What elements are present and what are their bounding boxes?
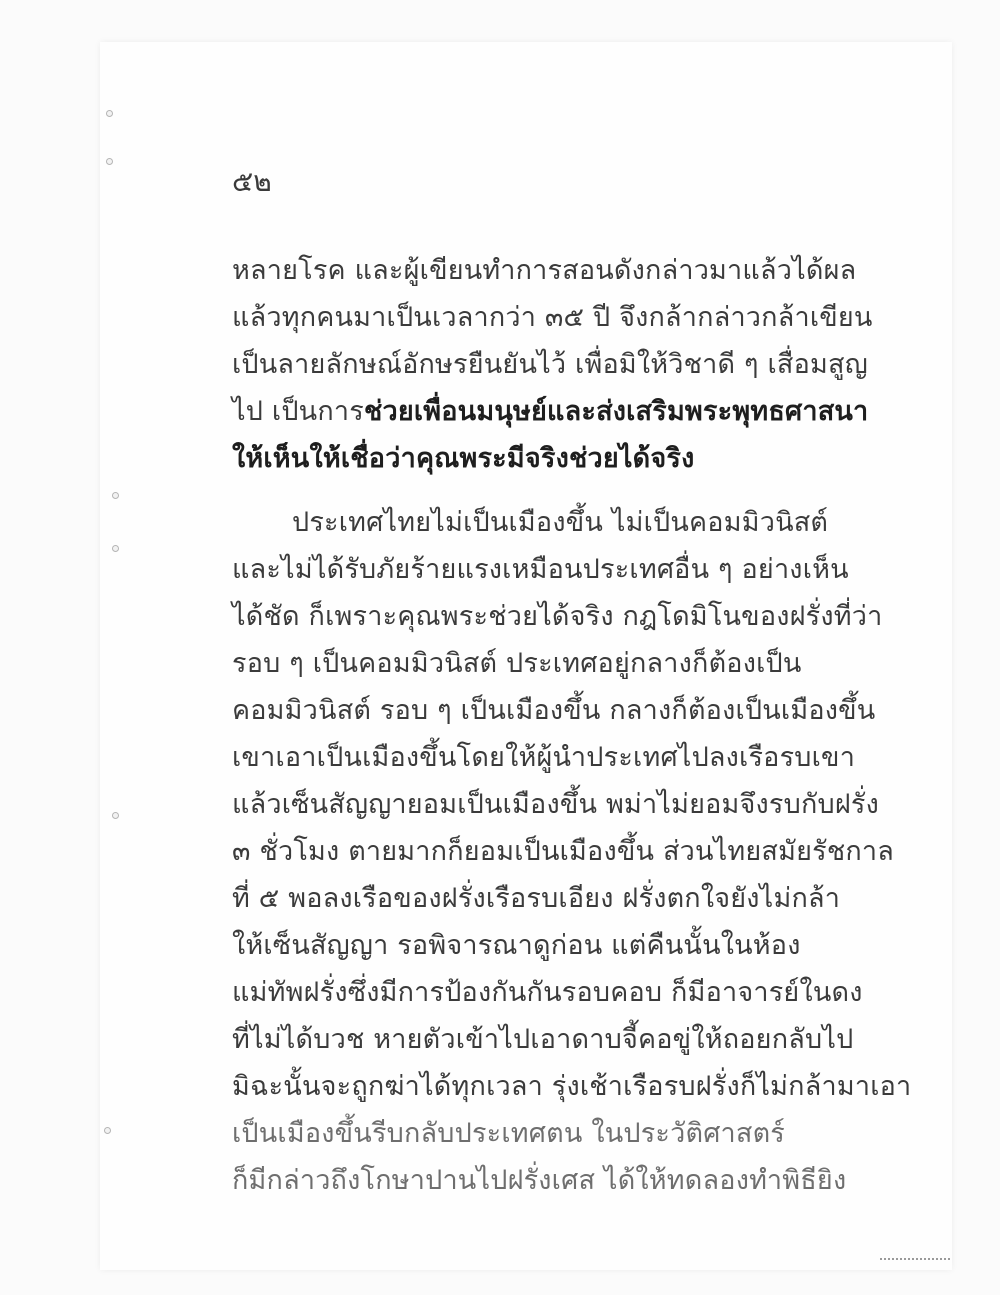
bold-text: ช่วยเพื่อนมนุษย์และส่งเสริมพระพุทธศาสนา: [363, 396, 869, 427]
text-line: ๓ ชั่วโมง ตายมากก็ยอมเป็นเมืองขึ้น ส่วนไทยสมัยรัชกาล: [232, 836, 895, 867]
text-line-plain-part: ไป เป็นการ: [232, 396, 364, 427]
margin-speck: [112, 545, 119, 552]
text-line: เขาเอาเป็นเมืองขึ้นโดยให้ผู้นำประเทศไปลงเรือรบเขา: [232, 742, 856, 773]
text-line: แม่ทัพฝรั่งซึ่งมีการป้องกันกันรอบคอบ ก็มีอาจารย์ในดง: [232, 977, 863, 1008]
text-line: ให้เซ็นสัญญา รอพิจารณาดูก่อน แต่คืนนั้นในห้อง: [232, 930, 801, 961]
scan-smudge: [880, 1258, 950, 1266]
page-number: ๕๒: [232, 165, 272, 198]
text-line: หลายโรค และผู้เขียนทำการสอนดังกล่าวมาแล้วได้ผล: [232, 255, 857, 286]
text-line: มิฉะนั้นจะถูกฆ่าได้ทุกเวลา รุ่งเช้าเรือรบฝรั่งก็ไม่กล้ามาเอา: [232, 1071, 912, 1102]
text-line: เป็นลายลักษณ์อักษรยืนยันไว้ เพื่อมิให้วิชาดี ๆ เสื่อมสูญ: [232, 349, 868, 380]
margin-speck: [104, 1127, 111, 1134]
paragraph-first-line: ประเทศไทยไม่เป็นเมืองขึ้น ไม่เป็นคอมมิวนิสต์: [292, 507, 829, 538]
margin-speck: [106, 158, 113, 165]
text-line: แล้วทุกคนมาเป็นเวลากว่า ๓๕ ปี จึงกล้ากล่าวกล้าเขียน: [232, 302, 873, 333]
margin-speck: [112, 492, 119, 499]
margin-speck: [106, 110, 113, 117]
bold-text-line: ให้เห็นให้เชื่อว่าคุณพระมีจริงช่วยได้จริง: [232, 443, 695, 474]
margin-speck: [112, 812, 119, 819]
text-line: และไม่ได้รับภัยร้ายแรงเหมือนประเทศอื่น ๆ อย่างเห็น: [232, 554, 849, 585]
text-line: ที่ ๕ พอลงเรือของฝรั่งเรือรบเอียง ฝรั่งตกใจยังไม่กล้า: [232, 883, 841, 914]
text-line: ก็มีกล่าวถึงโกษาปานไปฝรั่งเศส ได้ให้ทดลองทำพิธียิง: [232, 1165, 847, 1196]
text-line: เป็นเมืองขึ้นรีบกลับประเทศตน ในประวัติศาสตร์: [232, 1118, 786, 1149]
text-line: คอมมิวนิสต์ รอบ ๆ เป็นเมืองขึ้น กลางก็ต้องเป็นเมืองขึ้น: [232, 695, 876, 726]
text-line-emphasis: [232, 389, 869, 432]
text-line: ได้ชัด ก็เพราะคุณพระช่วยได้จริง กฎโดมิโนของฝรั่งที่ว่า: [232, 601, 883, 632]
text-line: ที่ไม่ได้บวช หายตัวเข้าไปเอาดาบจี้คอขู่ให้ถอยกลับไป: [232, 1024, 854, 1055]
text-line: รอบ ๆ เป็นคอมมิวนิสต์ ประเทศอยู่กลางก็ต้องเป็น: [232, 648, 802, 679]
text-line: แล้วเซ็นสัญญายอมเป็นเมืองขึ้น พม่าไม่ยอมจึงรบกับฝรั่ง: [232, 789, 879, 820]
